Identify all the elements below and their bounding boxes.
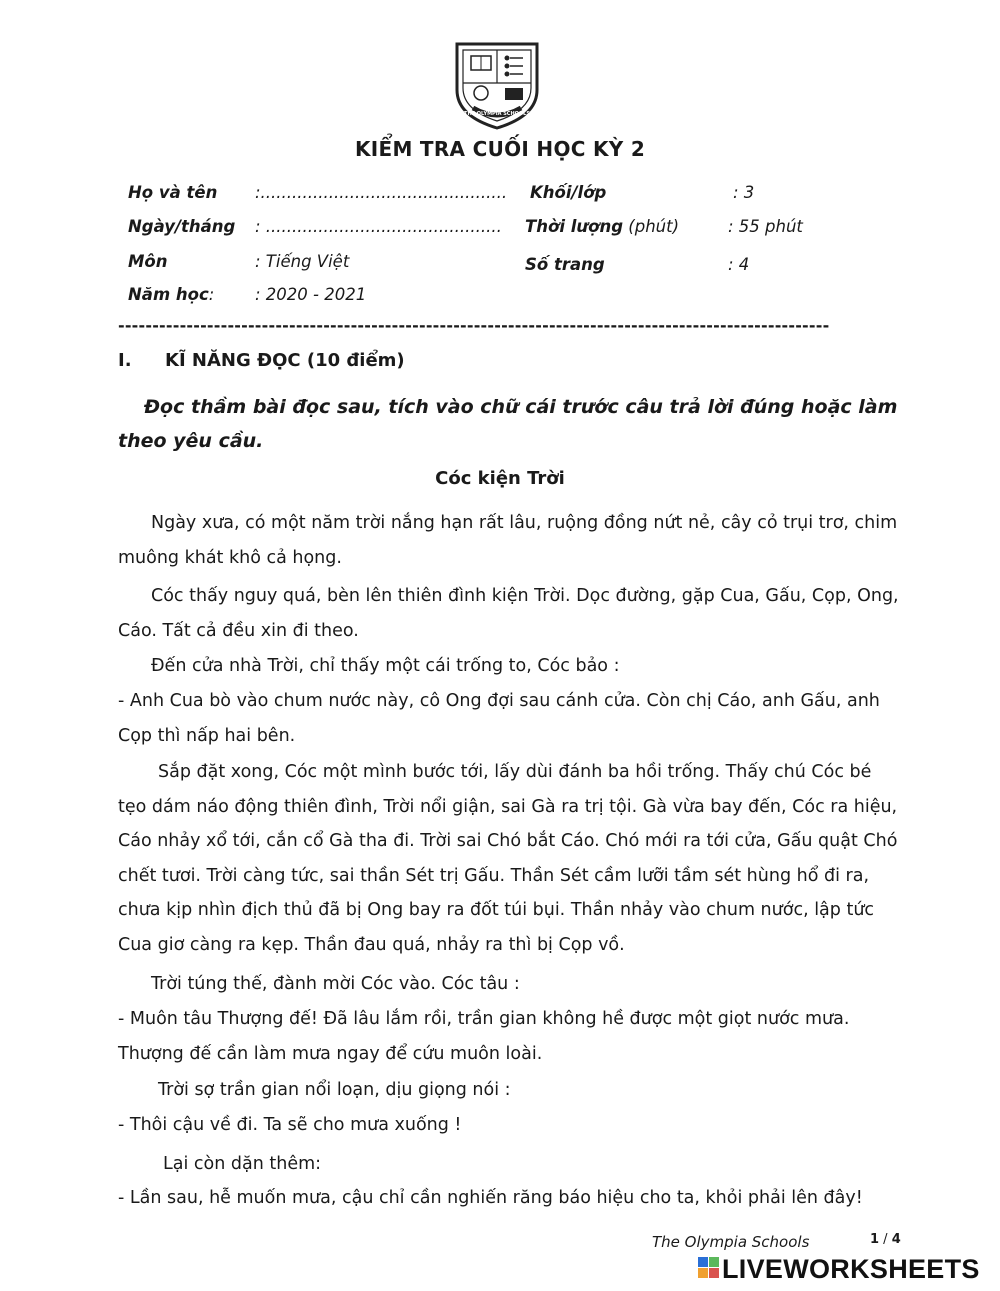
duration-label: Thời lượng [525,217,624,236]
liveworksheets-logo-icon [698,1255,720,1285]
subject-label: Môn [128,252,168,271]
story-paragraph: - Thôi cậu về đi. Ta sẽ cho mưa xuống ! [118,1115,462,1135]
grade-label: Khối/lớp [530,183,607,202]
story-paragraph: Trời sợ trần gian nổi loạn, dịu giọng nói : [158,1080,511,1100]
story-paragraph: Đến cửa nhà Trời, chỉ thấy một cái trống to, Cóc bảo : [151,656,620,676]
page-number [870,1232,901,1247]
story-paragraph: Ngày xưa, có một năm trời nắng hạn rất lâu, ruộng đồng nứt nẻ, cây cỏ trụi trơ, chim muông khát khô cả họng. [118,513,898,568]
page-separator: / [879,1232,892,1247]
duration-value: : 55 phút [728,217,803,236]
story-title: Cóc kiện Trời [435,468,565,489]
year-label-group [128,285,214,304]
section-number: I. [118,350,132,371]
grade-value: : 3 [733,183,755,202]
year-label: Năm học [128,285,209,304]
story-paragraph: Lại còn dặn thêm: [163,1154,322,1174]
footer-school-name: The Olympia Schools [652,1233,810,1251]
duration-unit: (phút) [628,217,680,236]
name-value[interactable]: :............................................... [255,183,508,202]
section-title: KĨ NĂNG ĐỌC (10 điểm) [165,350,405,371]
story-paragraph: - Lần sau, hễ muốn mưa, cậu chỉ cần nghiến răng báo hiệu cho ta, khỏi phải lên đây! [118,1188,863,1208]
page-current: 1 [870,1232,880,1247]
story-paragraph: Cóc thấy nguy quá, bèn lên thiên đình kiện Trời. Dọc đường, gặp Cua, Gấu, Cọp, Ong, Cáo. Tất cả đều xin đi theo. [118,586,899,641]
name-label: Họ và tên [128,183,218,202]
story-paragraph: Sắp đặt xong, Cóc một mình bước tới, lấy dùi đánh ba hồi trống. Thấy chú Cóc bé tẹo dám náo động thiên đình, Trời nổi giận, sai Gà ra trị tội. Gà vừa bay đến, Cóc ra hiệu, Cáo nhảy xổ tới, cắn cổ Gà tha đi. Trời sai Chó bắt Cáo. Chó mới ra tới cửa, Gấu quật Chó chết tươi. Trời càng tức, sai thần Sét trị Gấu. Thần Sét cầm lưỡi tầm sét hùng hổ đi ra, chưa kịp nhìn địch thủ đã bị Ong bay ra đốt túi bụi. Thần nhảy vào chum nước, lập tức Cua giơ càng ra kẹp. Thần đau quá, nhảy ra thì bị Cọp vồ. [118,762,898,955]
story-paragraph: Trời túng thế, đành mời Cóc vào. Cóc tâu : [151,974,520,994]
page-total: 4 [891,1232,901,1247]
svg-text:THE OLYMPIA SCHOOLS: THE OLYMPIA SCHOOLS [464,111,530,117]
divider: -------------------------------------------------------------------------------------------------------- [118,316,830,335]
pages-label: Số trang [525,255,605,274]
story-paragraph: - Anh Cua bò vào chum nước này, cô Ong đợi sau cánh cửa. Còn chị Cáo, anh Gấu, anh Cọp thì nấp hai bên. [118,691,880,746]
pages-value: : 4 [728,255,750,274]
exam-title: KIỂM TRA CUỐI HỌC KỲ 2 [354,137,646,161]
date-value[interactable]: : ............................................. [255,217,502,236]
year-value: : 2020 - 2021 [255,285,367,304]
story-paragraph: - Muôn tâu Thượng đế! Đã lâu lắm rồi, trần gian không hề được một giọt nước mưa. Thượng đế cần làm mưa ngay để cứu muôn loài. [118,1009,850,1064]
duration-label-group [525,217,679,236]
year-label-colon: : [208,285,215,304]
section-instruction: Đọc thầm bài đọc sau, tích vào chữ cái trước câu trả lời đúng hoặc làm theo yêu cầu. [118,396,898,452]
date-label: Ngày/tháng [128,217,236,236]
subject-value: : Tiếng Việt [255,252,350,271]
school-logo [447,38,547,130]
liveworksheets-brand[interactable]: LIVEWORKSHEETS [722,1254,980,1284]
